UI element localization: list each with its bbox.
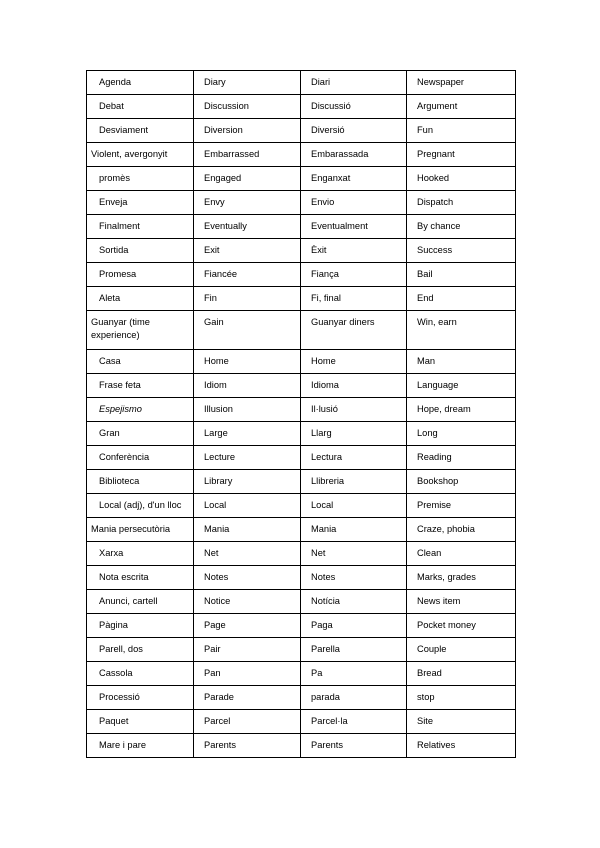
english-word-cell: Notes: [194, 566, 301, 590]
catalan-lookalike-cell: Envio: [301, 191, 407, 215]
catalan-meaning-cell: Violent, avergonyit: [87, 143, 194, 167]
table-row: [87, 590, 516, 614]
table-row: [87, 71, 516, 95]
table-row: [87, 662, 516, 686]
english-word-cell: Page: [194, 614, 301, 638]
catalan-lookalike-cell: Diari: [301, 71, 407, 95]
table-row: [87, 518, 516, 542]
catalan-lookalike-cell: Parcel·la: [301, 710, 407, 734]
english-translation-cell: Man: [407, 350, 516, 374]
table-row: [87, 494, 516, 518]
table-row: [87, 167, 516, 191]
catalan-lookalike-cell: Fiança: [301, 263, 407, 287]
table-row: [87, 446, 516, 470]
catalan-lookalike-cell: Notícia: [301, 590, 407, 614]
catalan-meaning-cell: promès: [87, 167, 194, 191]
english-word-cell: Lecture: [194, 446, 301, 470]
table-row: [87, 398, 516, 422]
catalan-lookalike-cell: parada: [301, 686, 407, 710]
english-translation-cell: Fun: [407, 119, 516, 143]
catalan-lookalike-cell: Lectura: [301, 446, 407, 470]
catalan-lookalike-cell: Embarassada: [301, 143, 407, 167]
english-translation-cell: News item: [407, 590, 516, 614]
english-word-cell: Illusion: [194, 398, 301, 422]
catalan-meaning-cell: Agenda: [87, 71, 194, 95]
english-word-cell: Pan: [194, 662, 301, 686]
catalan-lookalike-cell: Diversió: [301, 119, 407, 143]
catalan-meaning-cell: Parell, dos: [87, 638, 194, 662]
english-word-cell: Exit: [194, 239, 301, 263]
english-translation-cell: Bookshop: [407, 470, 516, 494]
table-row: [87, 614, 516, 638]
english-translation-cell: Win, earn: [407, 311, 516, 350]
table-row: [87, 638, 516, 662]
catalan-meaning-cell: Espejismo: [87, 398, 194, 422]
table-row: [87, 143, 516, 167]
catalan-meaning-cell: Desviament: [87, 119, 194, 143]
table-row: [87, 287, 516, 311]
catalan-lookalike-cell: Paga: [301, 614, 407, 638]
table-row: [87, 119, 516, 143]
english-translation-cell: Marks, grades: [407, 566, 516, 590]
catalan-lookalike-cell: Guanyar diners: [301, 311, 407, 350]
english-translation-cell: Bread: [407, 662, 516, 686]
english-translation-cell: Pocket money: [407, 614, 516, 638]
catalan-lookalike-cell: Eventualment: [301, 215, 407, 239]
english-word-cell: Large: [194, 422, 301, 446]
english-translation-cell: Long: [407, 422, 516, 446]
catalan-meaning-cell: Aleta: [87, 287, 194, 311]
table-row: [87, 710, 516, 734]
catalan-meaning-cell: Mania persecutòria: [87, 518, 194, 542]
catalan-lookalike-cell: Llarg: [301, 422, 407, 446]
english-word-cell: Embarrassed: [194, 143, 301, 167]
english-word-cell: Envy: [194, 191, 301, 215]
english-word-cell: Idiom: [194, 374, 301, 398]
catalan-meaning-cell: Anunci, cartell: [87, 590, 194, 614]
catalan-lookalike-cell: Enganxat: [301, 167, 407, 191]
catalan-lookalike-cell: Idioma: [301, 374, 407, 398]
catalan-meaning-cell: Pàgina: [87, 614, 194, 638]
table-row: [87, 374, 516, 398]
english-word-cell: Mania: [194, 518, 301, 542]
english-translation-cell: Language: [407, 374, 516, 398]
catalan-meaning-cell: Finalment: [87, 215, 194, 239]
catalan-meaning-cell: Casa: [87, 350, 194, 374]
catalan-lookalike-cell: Pa: [301, 662, 407, 686]
english-word-cell: Library: [194, 470, 301, 494]
english-word-cell: Gain: [194, 311, 301, 350]
english-translation-cell: Clean: [407, 542, 516, 566]
catalan-lookalike-cell: Parella: [301, 638, 407, 662]
table-body: [87, 71, 516, 758]
english-word-cell: Diversion: [194, 119, 301, 143]
english-translation-cell: Newspaper: [407, 71, 516, 95]
english-translation-cell: Pregnant: [407, 143, 516, 167]
table-row: [87, 470, 516, 494]
english-translation-cell: By chance: [407, 215, 516, 239]
english-word-cell: Fin: [194, 287, 301, 311]
english-translation-cell: Craze, phobia: [407, 518, 516, 542]
english-translation-cell: End: [407, 287, 516, 311]
english-word-cell: Home: [194, 350, 301, 374]
english-word-cell: Parade: [194, 686, 301, 710]
english-translation-cell: stop: [407, 686, 516, 710]
english-translation-cell: Dispatch: [407, 191, 516, 215]
english-word-cell: Eventually: [194, 215, 301, 239]
english-translation-cell: Success: [407, 239, 516, 263]
catalan-meaning-cell: Cassola: [87, 662, 194, 686]
english-translation-cell: Argument: [407, 95, 516, 119]
english-word-cell: Parcel: [194, 710, 301, 734]
table-row: [87, 686, 516, 710]
catalan-meaning-cell: Nota escrita: [87, 566, 194, 590]
english-word-cell: Pair: [194, 638, 301, 662]
english-translation-cell: Relatives: [407, 734, 516, 758]
english-word-cell: Diary: [194, 71, 301, 95]
table-row: [87, 542, 516, 566]
catalan-meaning-cell: Promesa: [87, 263, 194, 287]
table-row: [87, 566, 516, 590]
catalan-meaning-cell: Biblioteca: [87, 470, 194, 494]
catalan-meaning-cell: Conferència: [87, 446, 194, 470]
english-word-cell: Discussion: [194, 95, 301, 119]
table-row: [87, 215, 516, 239]
catalan-lookalike-cell: Parents: [301, 734, 407, 758]
catalan-meaning-cell: Debat: [87, 95, 194, 119]
catalan-meaning-cell: Mare i pare: [87, 734, 194, 758]
english-word-cell: Notice: [194, 590, 301, 614]
catalan-lookalike-cell: Llibreria: [301, 470, 407, 494]
english-translation-cell: Hooked: [407, 167, 516, 191]
table-row: [87, 263, 516, 287]
catalan-lookalike-cell: Local: [301, 494, 407, 518]
table-row: [87, 350, 516, 374]
catalan-meaning-cell: Enveja: [87, 191, 194, 215]
english-word-cell: Engaged: [194, 167, 301, 191]
catalan-meaning-cell: Frase feta: [87, 374, 194, 398]
english-translation-cell: Hope, dream: [407, 398, 516, 422]
english-word-cell: Parents: [194, 734, 301, 758]
catalan-meaning-cell: Xarxa: [87, 542, 194, 566]
catalan-lookalike-cell: Il·lusió: [301, 398, 407, 422]
catalan-lookalike-cell: Mania: [301, 518, 407, 542]
false-friends-table: [86, 70, 516, 758]
english-translation-cell: Reading: [407, 446, 516, 470]
table-row: [87, 734, 516, 758]
catalan-lookalike-cell: Discussió: [301, 95, 407, 119]
table-row: [87, 239, 516, 263]
table-row: [87, 311, 516, 350]
table-row: [87, 191, 516, 215]
catalan-lookalike-cell: Notes: [301, 566, 407, 590]
catalan-meaning-cell: Gran: [87, 422, 194, 446]
english-translation-cell: Premise: [407, 494, 516, 518]
english-word-cell: Fiancée: [194, 263, 301, 287]
catalan-meaning-cell: Sortida: [87, 239, 194, 263]
catalan-meaning-cell: Paquet: [87, 710, 194, 734]
english-translation-cell: Bail: [407, 263, 516, 287]
english-word-cell: Local: [194, 494, 301, 518]
english-word-cell: Net: [194, 542, 301, 566]
catalan-lookalike-cell: Home: [301, 350, 407, 374]
table-row: [87, 422, 516, 446]
catalan-meaning-cell: Local (adj), d'un lloc: [87, 494, 194, 518]
table-row: [87, 95, 516, 119]
catalan-lookalike-cell: Èxit: [301, 239, 407, 263]
catalan-lookalike-cell: Net: [301, 542, 407, 566]
english-translation-cell: Site: [407, 710, 516, 734]
catalan-meaning-cell: Guanyar (time experience): [87, 311, 194, 350]
english-translation-cell: Couple: [407, 638, 516, 662]
catalan-meaning-cell: Processió: [87, 686, 194, 710]
catalan-lookalike-cell: Fi, final: [301, 287, 407, 311]
